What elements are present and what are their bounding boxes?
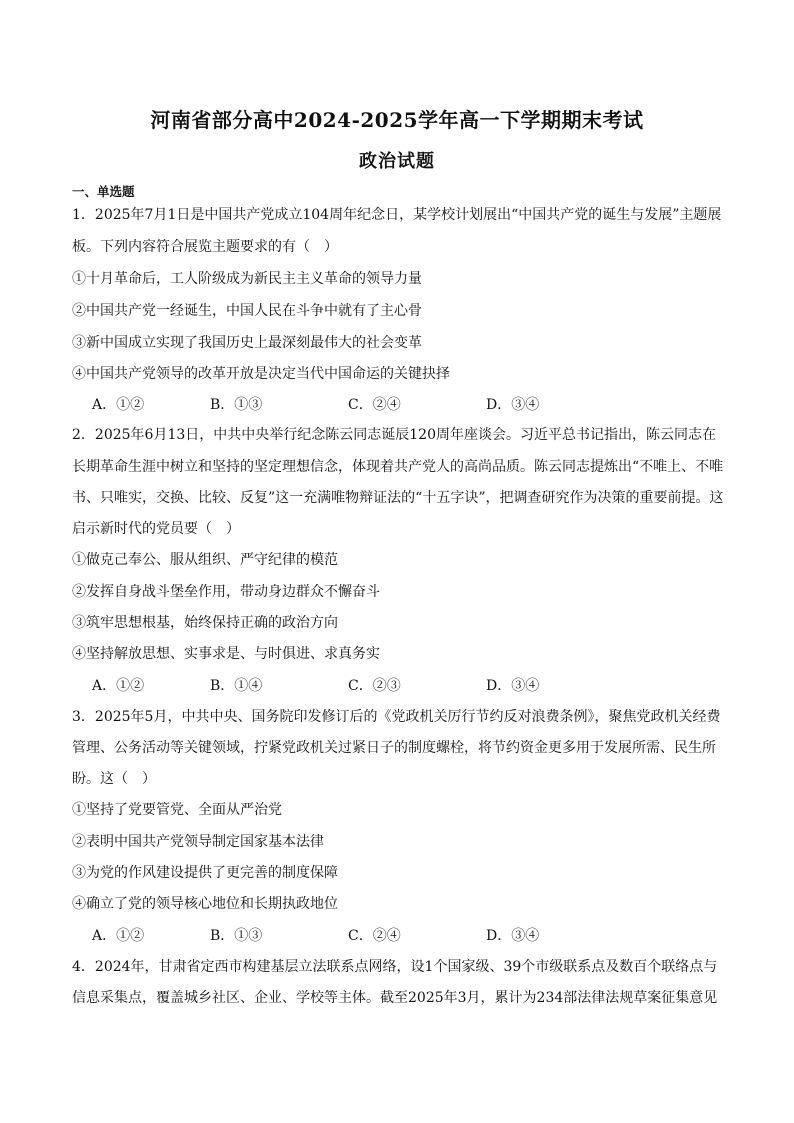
question-3-option-a: A．①② xyxy=(92,928,145,944)
question-1-option-d: D．③④ xyxy=(486,397,540,413)
question-2-statement-3: ③筑牢思想根基，始终保持正确的政治方向 xyxy=(72,615,338,631)
question-2-statement-2: ②发挥自身战斗堡垒作用，带动身边群众不懈奋斗 xyxy=(72,584,380,600)
question-3-statement-1: ①坚持了党要管党、全面从严治党 xyxy=(72,802,282,818)
question-2-option-a: A．①② xyxy=(92,678,145,694)
question-3-statement-2: ②表明中国共产党领导制定国家基本法律 xyxy=(72,834,324,850)
question-3-stem-line: 管理、公务活动等关键领域，拧紧党政机关过紧日子的制度螺栓，将节约资金更多用于发展所需、民生所 xyxy=(72,740,716,756)
question-3-stem-line: 3．2025年5月，中共中央、国务院印发修订后的《党政机关厉行节约反对浪费条例》，聚焦党政机关经费 xyxy=(72,709,721,725)
question-3-statement-4: ④确立了党的领导核心地位和长期执政地位 xyxy=(72,896,338,912)
question-1-option-a: A．①② xyxy=(92,397,145,413)
question-3-option-b: B．①③ xyxy=(210,928,263,944)
question-2-option-c: C．②③ xyxy=(348,678,401,694)
question-1-statement-1: ①十月革命后，工人阶级成为新民主主义革命的领导力量 xyxy=(72,271,422,287)
question-2-statement-4: ④坚持解放思想、实事求是、与时俱进、求真务实 xyxy=(72,646,380,662)
question-1-stem-line: 1．2025年7月1日是中国共产党成立104周年纪念日，某学校计划展出“中国共产党的诞生与发展”主题展 xyxy=(72,207,722,223)
question-2-stem-line: 书、只唯实，交换、比较、反复”这一充满唯物辩证法的“十五字诀”，把调查研究作为决策的重要前提。这 xyxy=(72,490,724,506)
question-2-stem-line: 长期革命生涯中树立和坚持的坚定理想信念，体现着共产党人的高尚品质。陈云同志提炼出“不唯上、不唯 xyxy=(72,459,724,475)
exam-subtitle: 政治试题 xyxy=(359,151,435,172)
question-4-stem-line: 4．2024年，甘肃省定西市构建基层立法联系点网络，设1个国家级、39个市级联系点及数百个联络点与 xyxy=(72,959,718,975)
question-1-option-b: B．①③ xyxy=(210,397,263,413)
question-3-statement-3: ③为党的作风建设提供了更完善的制度保障 xyxy=(72,865,338,881)
question-1-statement-3: ③新中国成立实现了我国历史上最深刻最伟大的社会变革 xyxy=(72,335,422,351)
question-2-statement-1: ①做克己奉公、服从组织、严守纪律的模范 xyxy=(72,552,338,568)
question-1-option-c: C．②④ xyxy=(348,397,401,413)
question-1-statement-2: ②中国共产党一经诞生，中国人民在斗争中就有了主心骨 xyxy=(72,303,422,319)
question-2-option-b: B．①④ xyxy=(210,678,263,694)
question-1-stem-line: 板。下列内容符合展览主题要求的有（ ） xyxy=(72,239,338,255)
question-2-stem-line: 启示新时代的党员要（ ） xyxy=(72,521,240,537)
question-1-statement-4: ④中国共产党领导的改革开放是决定当代中国命运的关键抉择 xyxy=(72,366,450,382)
question-3-option-c: C．②④ xyxy=(348,928,401,944)
question-3-option-d: D．③④ xyxy=(486,928,540,944)
question-3-stem-line: 盼。这（ ） xyxy=(72,771,156,787)
question-2-option-d: D．③④ xyxy=(486,678,540,694)
question-2-stem-line: 2．2025年6月13日，中共中央举行纪念陈云同志诞辰120周年座谈会。习近平总书记指出，陈云同志在 xyxy=(72,427,716,443)
exam-title: 河南省部分高中2024-2025学年高一下学期期末考试 xyxy=(150,108,644,132)
section-heading: 一、单选题 xyxy=(72,184,135,199)
question-4-stem-line: 信息采集点，覆盖城乡社区、企业、学校等主体。截至2025年3月，累计为234部法律法规草案征集意见 xyxy=(72,990,718,1006)
